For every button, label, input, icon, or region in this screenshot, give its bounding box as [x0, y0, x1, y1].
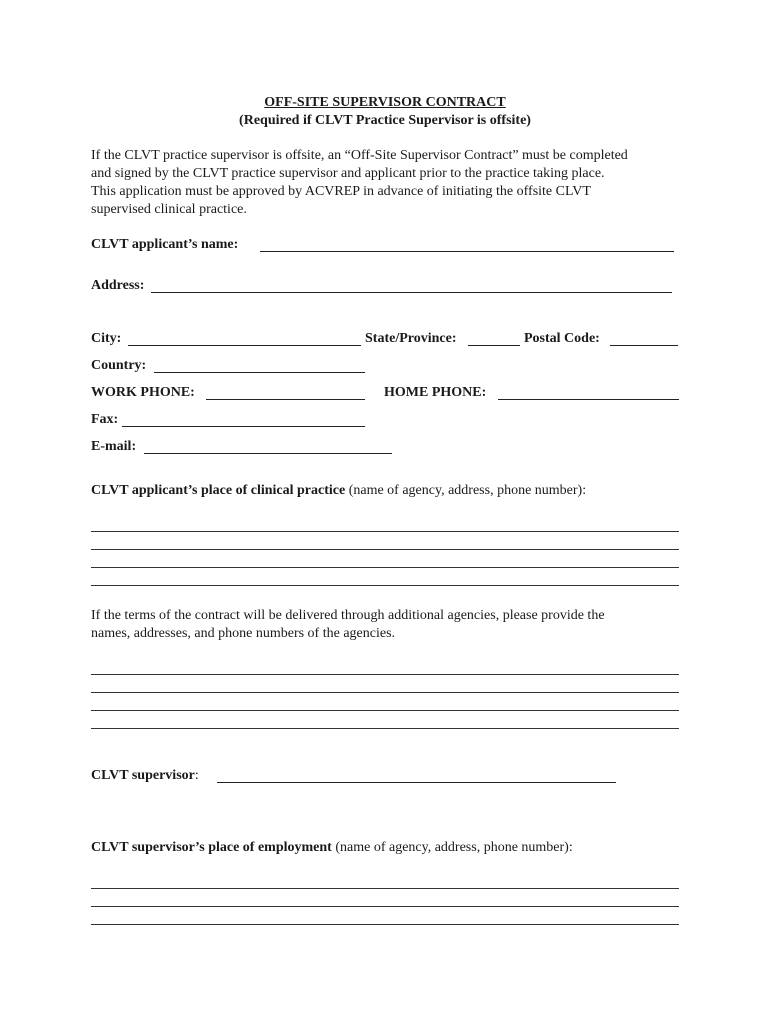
employment-heading: CLVT supervisor’s place of employment (name of agency, address, phone number): — [91, 840, 573, 855]
home-phone-field[interactable] — [498, 399, 679, 400]
postal-label: Postal Code: — [524, 331, 600, 346]
document-subtitle: (Required if CLVT Practice Supervisor is offsite) — [239, 113, 531, 128]
clinical-practice-line[interactable] — [91, 567, 679, 568]
country-label: Country: — [91, 358, 147, 373]
agencies-line: names, addresses, and phone numbers of the agencies. — [91, 626, 396, 641]
clinical-practice-hint: (name of agency, address, phone number): — [348, 483, 587, 498]
postal-field[interactable] — [610, 345, 678, 346]
state-field[interactable] — [468, 345, 520, 346]
clinical-practice-line[interactable] — [91, 585, 679, 586]
clinical-practice-heading: CLVT applicant’s place of clinical practice (name of agency, address, phone number): — [91, 483, 587, 498]
applicant-name-label: CLVT applicant’s name: — [91, 237, 239, 252]
intro-line: supervised clinical practice. — [91, 202, 247, 217]
agencies-paragraph — [91, 607, 691, 643]
work-phone-field[interactable] — [206, 399, 365, 400]
intro-line: This application must be approved by ACVREP in advance of initiating the offsite CLVT — [91, 184, 591, 199]
employment-answer-line[interactable] — [91, 906, 679, 907]
employment-answer-line[interactable] — [91, 924, 679, 925]
address-field[interactable] — [151, 292, 672, 293]
email-field[interactable] — [144, 453, 392, 454]
clinical-practice-line[interactable] — [91, 549, 679, 550]
fax-field[interactable] — [122, 426, 365, 427]
employment-answer-line[interactable] — [91, 888, 679, 889]
supervisor-field[interactable] — [217, 782, 616, 783]
intro-paragraph — [91, 147, 691, 219]
intro-line: If the CLVT practice supervisor is offsite, an “Off-Site Supervisor Contract” must be completed — [91, 148, 628, 163]
city-label: City: — [91, 331, 122, 346]
address-label: Address: — [91, 278, 145, 293]
supervisor-label: CLVT supervisor: — [91, 768, 199, 783]
document-title: OFF-SITE SUPERVISOR CONTRACT — [264, 95, 506, 110]
agencies-answer-line[interactable] — [91, 728, 679, 729]
country-field[interactable] — [154, 372, 365, 373]
clinical-practice-line[interactable] — [91, 531, 679, 532]
home-phone-label: HOME PHONE: — [384, 385, 487, 400]
work-phone-label: WORK PHONE: — [91, 385, 195, 400]
agencies-answer-line[interactable] — [91, 710, 679, 711]
employment-hint: (name of agency, address, phone number): — [335, 840, 573, 855]
state-label: State/Province: — [365, 331, 457, 346]
intro-line: and signed by the CLVT practice supervisor and applicant prior to the practice taking place. — [91, 166, 605, 181]
agencies-line: If the terms of the contract will be delivered through additional agencies, please provide the — [91, 608, 605, 623]
agencies-answer-line[interactable] — [91, 692, 679, 693]
agencies-answer-line[interactable] — [91, 674, 679, 675]
applicant-name-field[interactable] — [260, 251, 674, 252]
fax-label: Fax: — [91, 412, 119, 427]
city-field[interactable] — [128, 345, 361, 346]
email-label: E-mail: — [91, 439, 137, 454]
